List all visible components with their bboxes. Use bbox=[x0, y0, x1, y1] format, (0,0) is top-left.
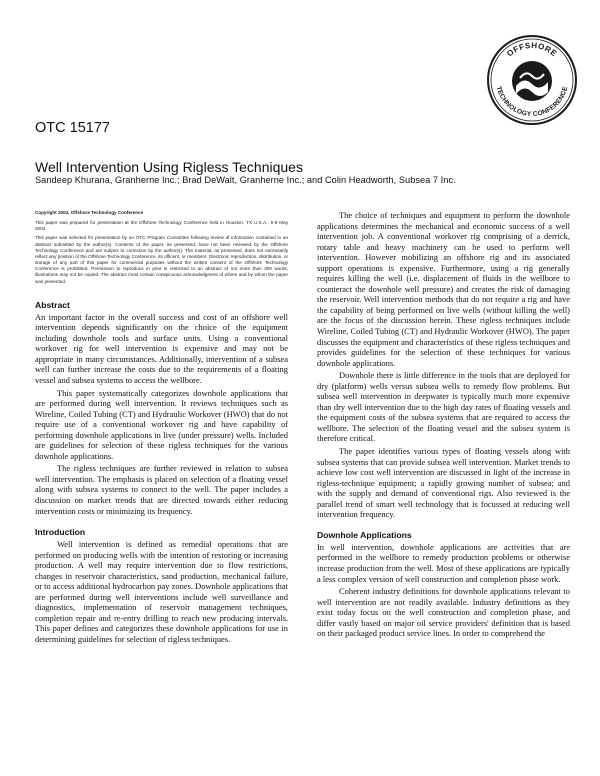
paper-authors: Sandeep Khurana, Granherne Inc.; Brad DeWalt, Granherne Inc.; and Colin Headworth, Subsea 7 Inc. bbox=[35, 175, 456, 185]
logo-bottom-text: TECHNOLOGY CONFERENCE bbox=[494, 85, 570, 119]
left-column bbox=[35, 210, 288, 647]
downhole-applications-body bbox=[317, 542, 570, 639]
body-paragraph: In well intervention, downhole applications are activities that are performed in the wellbore to remedy production problems or otherwise increase production from the well. Most of these applications are typically a less complex version of well construction and completion phase work. bbox=[317, 541, 570, 584]
copyright-paragraph: This paper was selected for presentation by an OTC Program Committee following review of information contained in an abstract submitted by the author(s). Contents of the paper, as presented, have not been reviewed by the Offshore Technology Conference and are subject to correction by the author(s). The material, as presented, does not necessarily reflect any position of the Offshore Technology Conference, its officers, or members. Electronic reproduction, distribution, or storage of any part of this paper for commercial purposes without the written consent of the Offshore Technology Conference is prohibited. Permission to reproduce in print is restricted to an abstract of not more than 300 words; illustrations may not be copied. The abstract must contain conspicuous acknowledgment of where and by whom the paper was presented. bbox=[35, 235, 288, 284]
right-column-body bbox=[317, 210, 570, 520]
abstract-paragraph: This paper systematically categorizes downhole applications that are performed during well intervention. It reviews techniques such as Wireline, Coiled Tubing (CT) and Hydraulic Workover (HWO) that do not require use of a conventional workover rig and have capability of performing downhole applications in live (under pressure) wells. Included are guidelines for selection of these rigless techniques for the various downhole applications. bbox=[35, 387, 288, 461]
introduction-paragraph: Well intervention is defined as remedial operations that are performed on producing wells with the intention of restoring or increasing production. A well may require intervention due to flow restrictions, changes in reservoir characteristics, sand production, mechanical failure, or to access additional hydrocarbon pay zones. Downhole applications that are performed during well interventions include well surveillance and diagnostics, implementation of reservoir management techniques, completion repair and re-entry drilling to reach new producing intervals. This paper defines and categorizes these downhole applications for use in determining guidelines for selection of rigless techniques. bbox=[35, 539, 288, 645]
copyright-paragraph: This paper was prepared for presentation at the Offshore Technology Conference held in Houston, TX U.S.A., 5-8 May 2003. bbox=[35, 220, 288, 232]
body-paragraph: Coherent industry definitions for downhole applications relevant to well intervention are not readily available. Industry definitions as they exist today focus on the well construction and completion phase, and differ vastly based on major oil service providers' definition that is based on their packaged product service lines. In order to comprehend the bbox=[317, 586, 570, 639]
introduction-body bbox=[35, 539, 288, 644]
paper-title: Well Intervention Using Rigless Techniques bbox=[35, 159, 303, 175]
abstract-body bbox=[35, 312, 288, 516]
copyright-notice bbox=[35, 210, 288, 285]
introduction-heading: Introduction bbox=[35, 527, 86, 538]
right-column bbox=[317, 210, 570, 641]
logo-emblem bbox=[512, 61, 552, 101]
offshore-technology-conference-logo bbox=[486, 34, 578, 126]
abstract-heading: Abstract bbox=[35, 299, 70, 310]
paper-id: OTC 15177 bbox=[35, 120, 110, 136]
downhole-applications-heading: Downhole Applications bbox=[317, 529, 412, 540]
copyright-heading: Copyright 2003, Offshore Technology Conference bbox=[35, 210, 144, 215]
body-paragraph: The choice of techniques and equipment to perform the downhole applications determines the mechanical and economic success of a well intervention job. A conventional workover rig comprising of a derrick, rotary table and heavy machinery can be used to perform well intervention. However mobilizing an offshore rig and its associated support operations is expensive. Furthermore, using a rig generally requires killing the well (i.e. displacement of fluids in the wellbore to counteract the downhole well pressure) and creates the risk of damaging the reservoir. Well intervention methods that do not require a rig and have the capability of being performed on live wells (without killing the well) are the focus of the discussion herein. These rigless techniques include Wireline, Coiled Tubing (CT) and Hydraulic Workover (HWO). The paper discusses the equipment and characteristics of these rigless techniques and provides guidelines for the selection of these techniques for various downhole applications. bbox=[317, 210, 570, 368]
abstract-paragraph: The rigless techniques are further reviewed in relation to subsea well intervention. The emphasis is placed on selection of a floating vessel along with subsea systems to connect to the well. The paper includes a discussion on market trends that are directed towards either reducing intervention costs or minimizing its frequency. bbox=[35, 463, 288, 516]
logo-top-text: OFFSHORE bbox=[505, 40, 559, 59]
body-paragraph: The paper identifies various types of floating vessels along with subsea systems that can provide subsea well intervention. Market trends to achieve low cost well intervention are discussed in light of the increase in rigless-technique equipment; a rapidly growing number of subsea; and with the supply and demand of conventional rigs. Also reviewed is the parallel trend of smart well technology that is focussed at reducing well intervention frequency. bbox=[317, 446, 570, 520]
body-paragraph: Downhole there is little difference in the tools that are deployed for dry (platform) wells versus subsea wells to remedy flow problems. But subsea well intervention in deepwater is typically much more expensive than dry well intervention due to the high day rates of floating vessels and the equipment costs of the subsea systems that are required to access the wellbore. The selection of the floating vessel and the subsea system is therefore critical. bbox=[317, 370, 570, 444]
abstract-paragraph: An important factor in the overall success and cost of an offshore well intervention depends significantly on the choice of the equipment including downhole tools and surface units. Using a conventional workover rig for well intervention is expensive and may not be appropriate in many circumstances. Additionally, intervention of a subsea well can further increase the costs due to the requirements of a floating vessel and subsea systems to access the wellbore. bbox=[35, 311, 288, 385]
